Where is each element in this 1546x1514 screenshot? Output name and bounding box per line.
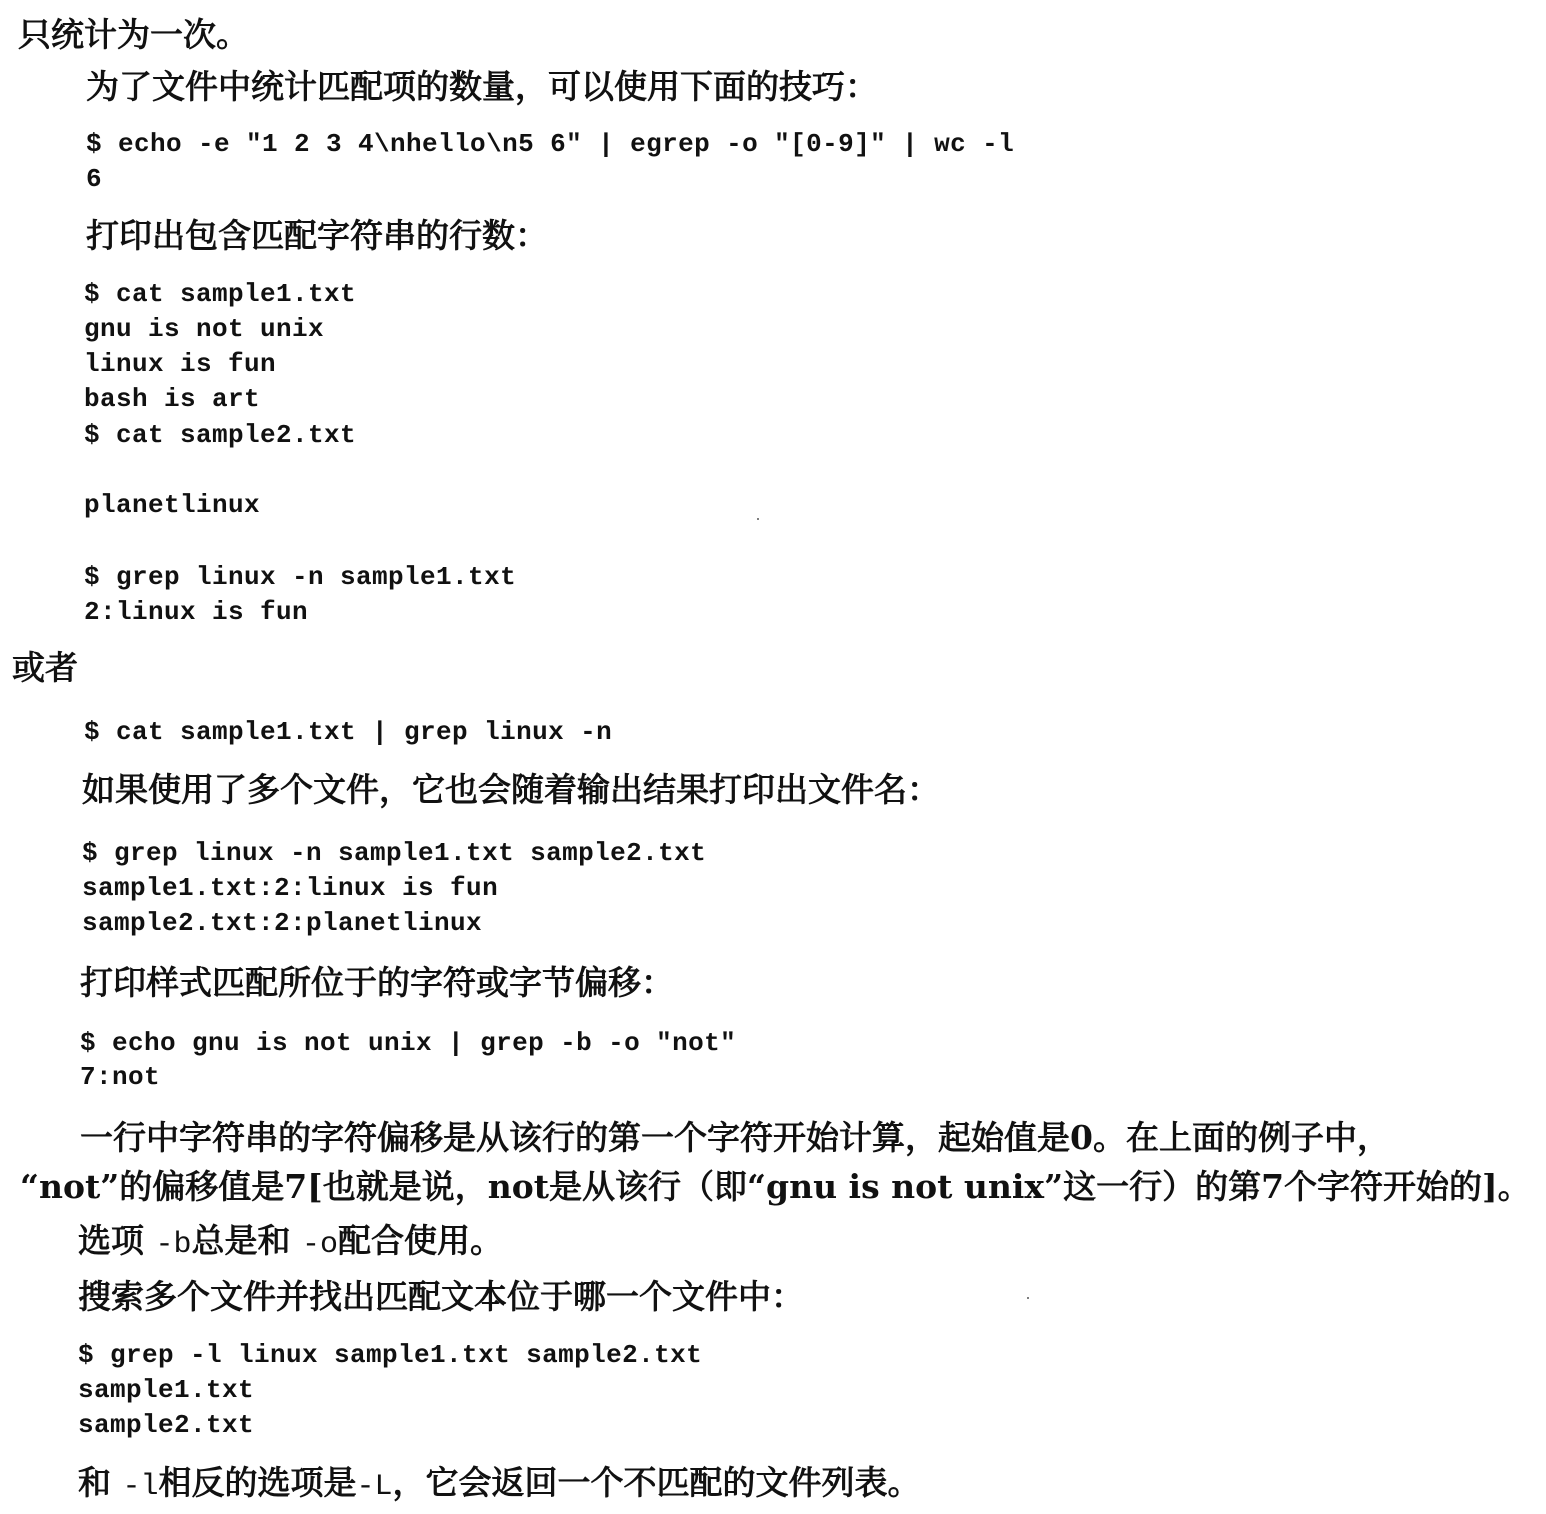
code-line: $ grep linux -n sample1.txt sample2.txt: [82, 838, 707, 868]
paragraph-text: 选项: [78, 1221, 156, 1260]
code-line: $ grep linux -n sample1.txt: [84, 562, 517, 592]
paragraph-options-b-o: [78, 1221, 504, 1262]
code-line: sample2.txt: [78, 1410, 255, 1440]
code-line: $ cat sample1.txt | grep linux -n: [84, 717, 613, 747]
option-text: -L: [356, 1470, 393, 1504]
code-line: sample1.txt:2:linux is fun: [82, 873, 499, 903]
option-text: -l: [122, 1470, 159, 1504]
paragraph-text: 一行中字符串的字符偏移是从该行的第一个字符开始计算，起始值是0。在上面的例子中，: [80, 1118, 1390, 1157]
code-line: sample2.txt:2:planetlinux: [82, 908, 483, 938]
paragraph-text: 如果使用了多个文件，它也会随着输出结果打印出文件名：: [82, 770, 940, 809]
code-line: $ cat sample2.txt: [84, 420, 357, 450]
paragraph-options-l-L: [78, 1463, 921, 1504]
option-text: -o: [302, 1228, 339, 1262]
code-line: $ echo -e "1 2 3 4\nhello\n5 6" | egrep -o "[0-9]" | wc -l: [86, 129, 1015, 159]
paragraph-text: 总是和: [191, 1221, 303, 1260]
code-line: 7:not: [80, 1062, 161, 1092]
print-speck: [757, 518, 759, 520]
paragraph-text: “not”的偏移值是7[也就是说，not是从该行（即“gnu is not unix”这一行）的第7个字符开始的]。: [20, 1167, 1531, 1206]
paragraph-text: ，它会返回一个不匹配的文件列表。: [392, 1463, 921, 1502]
paragraph-text: 和: [78, 1463, 123, 1502]
paragraph-text: 或者: [12, 648, 78, 687]
code-line: planetlinux: [84, 490, 261, 520]
paragraph-text: 打印出包含匹配字符串的行数：: [86, 216, 548, 255]
paragraph-text: 打印样式匹配所位于的字符或字节偏移：: [80, 963, 674, 1002]
paragraph-text: 搜索多个文件并找出匹配文本位于哪一个文件中：: [78, 1277, 804, 1316]
paragraph-text: 为了文件中统计匹配项的数量，可以使用下面的技巧：: [86, 67, 878, 106]
code-line: 2:linux is fun: [84, 597, 309, 627]
paragraph-text: 只统计为一次。: [18, 15, 249, 54]
code-line: $ cat sample1.txt: [84, 279, 357, 309]
paragraph-text: 相反的选项是: [158, 1463, 357, 1502]
print-speck: [1027, 1297, 1029, 1299]
code-line: linux is fun: [84, 349, 277, 379]
option-text: -b: [155, 1228, 192, 1262]
code-line: 6: [86, 164, 103, 194]
code-line: $ grep -l linux sample1.txt sample2.txt: [78, 1340, 703, 1370]
code-line: bash is art: [84, 384, 261, 414]
code-line: $ echo gnu is not unix | grep -b -o "not": [80, 1028, 737, 1058]
paragraph-text: 配合使用。: [338, 1221, 504, 1260]
code-line: sample1.txt: [78, 1375, 255, 1405]
code-line: gnu is not unix: [84, 314, 325, 344]
